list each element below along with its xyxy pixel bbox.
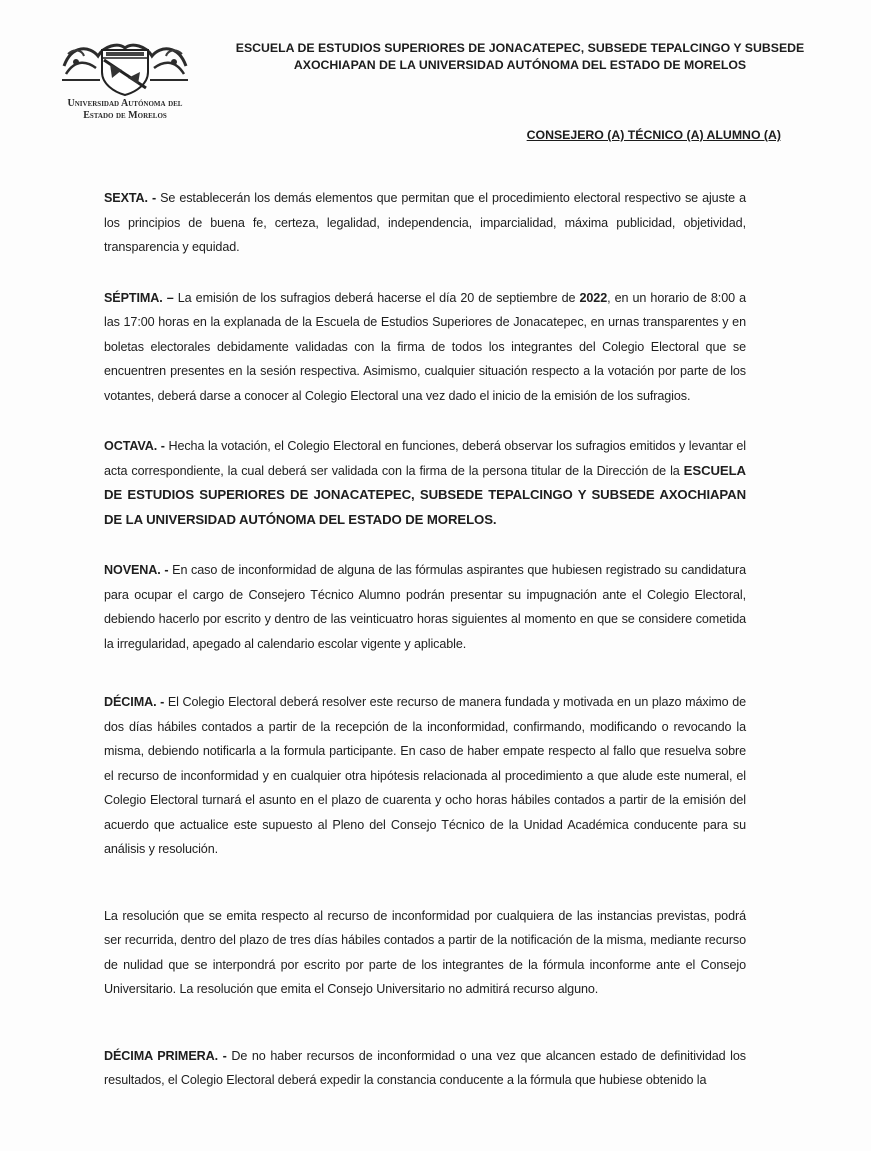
clause-heading: NOVENA. - bbox=[104, 563, 169, 577]
clause-heading: OCTAVA. - bbox=[104, 439, 165, 453]
clause-text: En caso de inconformidad de alguna de las fórmulas aspirantes que hubiesen registrado su candidatura para ocupar el cargo de Consejero Técnico Alumno podrán presentar su impugnación ante el Colegio Electoral, debiendo hacerlo por escrito y dentro de las veinticuatro horas siguientes al momento en que se considere cometida la irregularidad, apegado al calendario escolar vigente y aplicable. bbox=[104, 563, 746, 651]
institution-emphasis: ESCUELA DE ESTUDIOS SUPERIORES DE JONACATEPEC, SUBSEDE TEPALCINGO Y SUBSEDE AXOCHIAPAN DE LA UNIVERSIDAD AUTÓNOMA DEL ESTADO DE MORELOS. bbox=[104, 462, 746, 527]
clause-text: Hecha la votación, el Colegio Electoral en funciones, deberá observar los sufragios emitidos y levantar el acta correspondiente, la cual deberá ser validada con la firma de la persona titular de la Dirección de la bbox=[104, 439, 746, 478]
university-seal-icon bbox=[62, 36, 188, 96]
clause-text: Se establecerán los demás elementos que permitan que el procedimiento electoral respectivo se ajuste a los principios de buena fe, certeza, legalidad, independencia, imparcialidad, máxima publicidad, objetividad, transparencia y equidad. bbox=[104, 191, 746, 254]
clause-sexta bbox=[104, 186, 746, 260]
clause-decima bbox=[104, 690, 746, 862]
university-name-line2: Estado de Morelos bbox=[83, 110, 167, 121]
clause-resolucion bbox=[104, 904, 746, 1002]
clause-text: De no haber recursos de inconformidad o una vez que alcancen estado de definitividad los resultados, el Colegio Electoral deberá expedir la constancia conducente a la fórmula que hubiese obtenido la bbox=[104, 1048, 746, 1087]
council-title: CONSEJERO (A) TÉCNICO (A) ALUMNO (A) bbox=[526, 128, 781, 142]
clause-heading: SEXTA. - bbox=[104, 191, 157, 205]
clause-decima-primera bbox=[104, 1044, 746, 1093]
clause-heading: SÉPTIMA. – bbox=[104, 290, 174, 305]
clause-text: El Colegio Electoral deberá resolver este recurso de manera fundada y motivada en un plazo máximo de dos días hábiles contados a partir de la recepción de la inconformidad, confirmando, modificando o revocando la misma, debiendo notificarla a la formula participante. En caso de haber empate respecto al fallo que resuelva sobre el recurso de inconformidad y en cualquier otra hipótesis relacionada al procedimiento a que alude este numeral, el Colegio Electoral turnará el asunto en el plazo de cuarenta y ocho horas hábiles contados a partir de la emisión del acuerdo que actualice este supuesto al Pleno del Consejo Técnico de la Unidad Académica conducente para su análisis y resolución. bbox=[104, 695, 747, 856]
election-year: 2022 bbox=[579, 290, 608, 305]
clause-text: , en un horario de 8:00 a las 17:00 horas en la explanada de la Escuela de Estudios Superiores de Jonacatepec, en urnas transparentes y en boletas electorales debidamente validadas con la firma de todos los integrantes del Colegio Electoral que se encuentren presentes en la sesión respectiva. Asimismo, cualquier situación respecto a la votación por parte de los votantes, deberá darse a conocer al Colegio Electoral una vez dado el inicio de la emisión de los sufragios. bbox=[104, 290, 747, 403]
university-name-line1: Universidad Autónoma del bbox=[67, 98, 183, 109]
institution-title: ESCUELA DE ESTUDIOS SUPERIORES DE JONACATEPEC, SUBSEDE TEPALCINGO Y SUBSEDE AXOCHIAPAN DE LA UNIVERSIDAD AUTÓNOMA DEL ESTADO DE MORELOS bbox=[235, 41, 805, 72]
clause-heading: DÉCIMA PRIMERA. - bbox=[104, 1048, 227, 1063]
university-name bbox=[56, 98, 194, 122]
clause-septima bbox=[104, 286, 746, 409]
document-body bbox=[104, 186, 746, 1119]
clause-text: La resolución que se emita respecto al recurso de inconformidad por cualquiera de las instancias previstas, podrá ser recurrida, dentro del plazo de tres días hábiles contados a partir de la notificación de la misma, mediante recurso de nulidad que se interpondrá por escrito por parte de los integrantes de la fórmula inconforme ante el Consejo Universitario. La resolución que emita el Consejo Universitario no admitirá recurso alguno. bbox=[104, 908, 746, 996]
university-logo bbox=[56, 36, 194, 122]
clause-heading: DÉCIMA. - bbox=[104, 695, 165, 709]
clause-novena bbox=[104, 558, 746, 656]
clause-octava bbox=[104, 434, 746, 532]
clause-text: La emisión de los sufragios deberá hacerse el día 20 de septiembre de bbox=[173, 290, 580, 305]
